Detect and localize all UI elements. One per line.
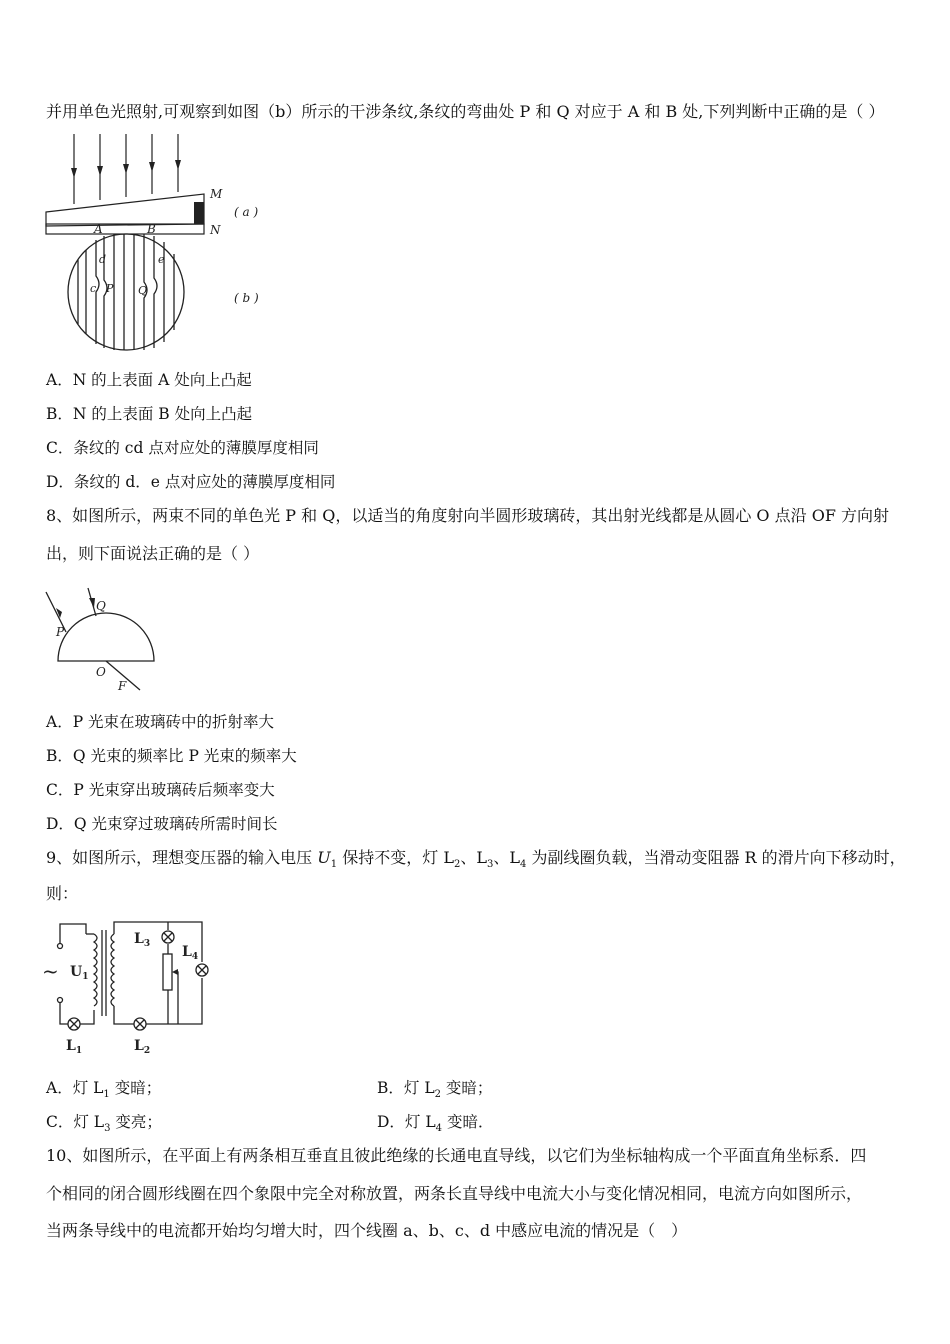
label-A: A <box>94 222 103 236</box>
q7-option-b: B．N 的上表面 B 处向上凸起 <box>46 405 253 423</box>
label-U1: U <box>70 964 83 980</box>
ac-source-icon: ~ <box>42 959 59 983</box>
label-c: c <box>90 282 97 295</box>
label-L2: L <box>134 1038 144 1054</box>
q8-stem-line1: 8、如图所示，两束不同的单色光 P 和 Q，以适当的角度射向半圆形玻璃砖，其出射光线都是从圆心 O 点沿 OF 方向射 <box>46 506 890 525</box>
label-B: B <box>147 222 156 236</box>
q10-stem-line2: 个相同的闭合圆形线圈在四个象限中完全对称放置，两条长直导线中电流大小与变化情况相同，电流方向如图所示， <box>46 1184 863 1203</box>
q8-stem-line2: 出，则下面说法正确的是（ ） <box>46 544 260 563</box>
q10-stem-line1: 10、如图所示，在平面上有两条相互垂直且彼此绝缘的长通电直导线，以它们为坐标轴构成一个平面直角坐标系．四 <box>46 1146 867 1165</box>
q9-option-d: D．灯 $L_4$ 变暗． <box>377 1113 494 1135</box>
q9-option-a: A．灯 $L_1$ 变暗； <box>46 1079 162 1101</box>
q9-option-c: C．灯 $L_3$ 变亮； <box>46 1113 162 1135</box>
label-M: M <box>210 187 223 201</box>
label-F: F <box>118 679 127 693</box>
label-O: O <box>96 665 106 679</box>
label-P: P <box>106 282 114 295</box>
svg-text:L4: $L_4$ <box>182 944 199 962</box>
label-L4: L <box>182 944 192 960</box>
label-e: e <box>158 253 165 266</box>
label-Q: Q <box>138 284 148 297</box>
q9-option-b: B．灯 $L_2$ 变暗； <box>377 1079 493 1101</box>
q7-figure <box>44 132 274 350</box>
svg-text:L3: $L_3$ <box>134 931 151 949</box>
label-L3: L <box>134 931 144 947</box>
q8-option-c: C．P 光束穿出玻璃砖后频率变大 <box>46 781 275 799</box>
q7-option-c: C．条纹的 cd 点对应处的薄膜厚度相同 <box>46 439 319 457</box>
label-P: P <box>56 625 65 639</box>
label-N: N <box>210 223 221 237</box>
q7-option-d: D．条纹的 d．e 点对应处的薄膜厚度相同 <box>46 473 336 491</box>
svg-text:L1: $L_1$ <box>66 1038 83 1056</box>
q8-option-d: D．Q 光束穿过玻璃砖所需时间长 <box>46 815 278 833</box>
label-d: d <box>99 253 107 266</box>
q7-option-a: A．N 的上表面 A 处向上凸起 <box>46 371 252 389</box>
q10-stem-line3: 当两条导线中的电流都开始均匀增大时，四个线圈 a、b、c、d 中感应电流的情况是（ ） <box>46 1221 688 1240</box>
label-Q: Q <box>96 599 106 613</box>
svg-text:U1: $U_1$ <box>70 964 89 982</box>
label-fig-b: ( b ) <box>234 291 259 305</box>
q8-option-a: A．P 光束在玻璃砖中的折射率大 <box>46 713 275 731</box>
q8-figure <box>42 586 167 694</box>
label-L1: L <box>66 1038 76 1054</box>
q9-figure <box>42 916 222 1056</box>
svg-text:L2: $L_2$ <box>134 1038 151 1056</box>
q9-stem-line1: 9、如图所示，理想变压器的输入电压 $U_1$ 保持不变，灯 $L_2$、$L_3$、$L_4$ 为副线圈负载，当滑动变阻器 R 的滑片向下移动时， <box>46 848 906 871</box>
label-fig-a: ( a ) <box>234 205 259 219</box>
q9-stem-line2: 则： <box>46 884 79 903</box>
q8-option-b: B．Q 光束的频率比 P 光束的频率大 <box>46 747 297 765</box>
question-7-stem: 并用单色光照射,可观察到如图（b）所示的干涉条纹,条纹的弯曲处 P 和 Q 对应于 A 和 B 处,下列判断中正确的是（ ） <box>46 102 885 121</box>
